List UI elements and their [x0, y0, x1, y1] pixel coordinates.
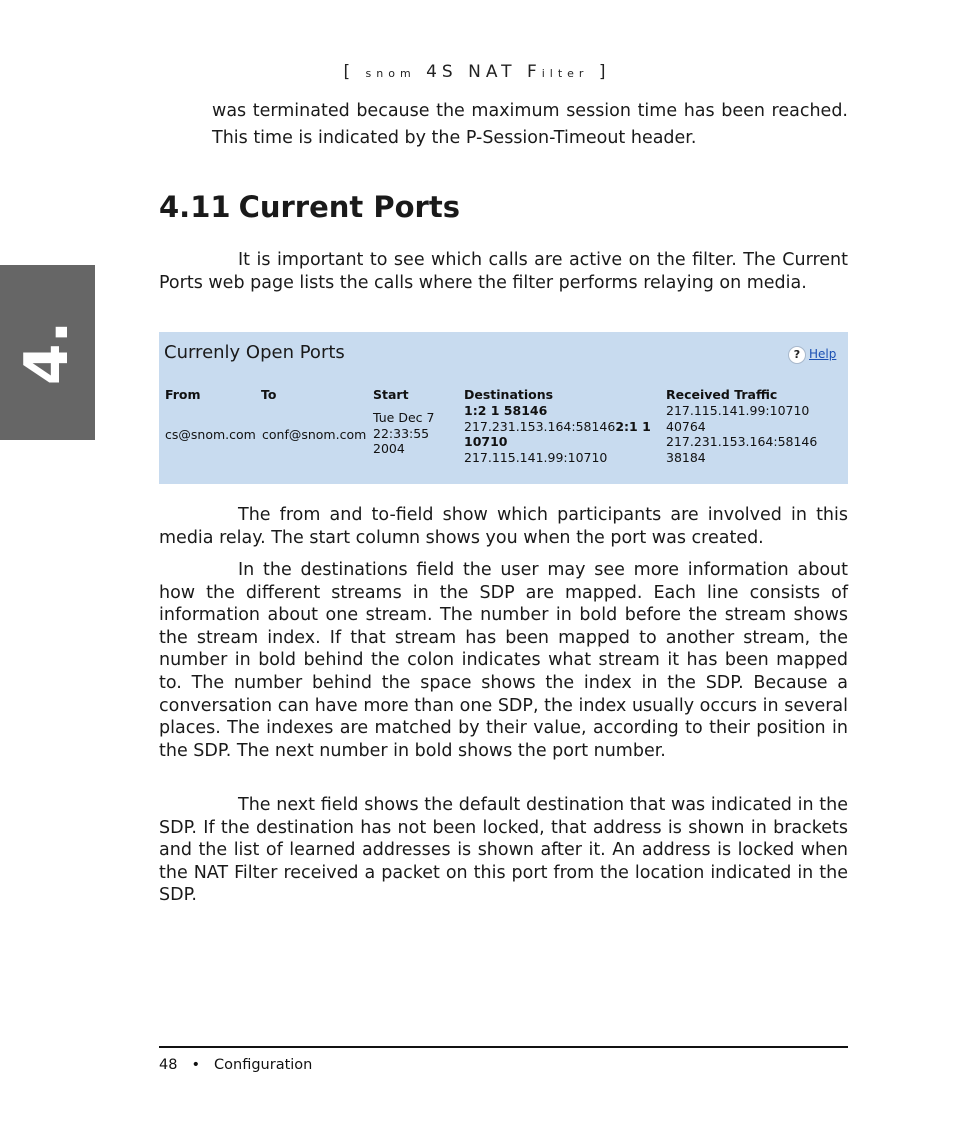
- cell-start-time: 22:33:55: [373, 425, 430, 441]
- destination-port: 10710: [464, 434, 508, 449]
- section-heading: [159, 188, 460, 226]
- paragraph-default-destination: The next field shows the default destination that was indicated in the SDP. If the destination has not been locked, that address is shown in brackets and the list of learned addresses is shown after it. An address is locked when the NAT Filter received a packet on this port from the location indicated in the SDP.: [159, 795, 848, 906]
- received-bytes-1: 40764: [666, 418, 706, 434]
- destination-address-1: 217.231.153.164:58146: [464, 418, 616, 434]
- intro-continuation: was terminated because the maximum session time has been reached. This time is indicated by the P-Session-Timeout header.: [212, 101, 848, 148]
- running-header-brand: snom: [365, 67, 416, 80]
- destination-stream-2: 2:1 1: [615, 418, 651, 434]
- footer-divider: [159, 1046, 848, 1048]
- cell-start-year: 2004: [373, 441, 405, 456]
- running-header-filter-initial: F: [526, 62, 542, 82]
- paragraph-from-to: The from and to-field show which participants are involved in this media relay. The start column shows you when the port was created.: [159, 505, 848, 548]
- cell-to: conf@snom.com: [262, 427, 367, 442]
- chapter-tab-label: 4.: [12, 320, 82, 386]
- current-ports-screenshot: [159, 332, 848, 484]
- footer-bullet: •: [191, 1057, 201, 1073]
- cell-destinations: [464, 403, 651, 465]
- destination-address-2: 217.115.141.99:10710: [464, 449, 608, 465]
- page-number: 48: [159, 1057, 178, 1073]
- cell-start-day: Tue Dec 7: [373, 410, 435, 425]
- column-header-from: From: [165, 387, 201, 402]
- paragraph-intro: It is important to see which calls are active on the filter. The Current Ports web page lists the calls where the filter performs relaying on media.: [159, 250, 848, 293]
- received-address-1: 217.115.141.99:10710: [666, 403, 810, 418]
- column-header-start: Start: [373, 387, 409, 402]
- column-header-received: Received Traffic: [666, 387, 778, 402]
- footer-section: Configuration: [214, 1057, 313, 1073]
- panel-title: Currenly Open Ports: [164, 342, 345, 363]
- chapter-tab: [0, 265, 95, 440]
- received-bytes-2: 38184: [666, 449, 706, 465]
- running-header: [0, 62, 954, 82]
- running-header-open: [: [343, 62, 356, 82]
- running-header-filter-rest: ilter: [541, 67, 589, 80]
- cell-start: [373, 410, 434, 457]
- help-link[interactable]: Help: [809, 347, 837, 361]
- section-number: 4.11: [159, 190, 231, 224]
- cell-received-traffic: [666, 403, 817, 465]
- running-header-product: 4S NAT: [426, 62, 517, 82]
- cell-from: cs@snom.com: [165, 427, 256, 442]
- column-header-destinations: Destinations: [464, 387, 554, 402]
- page-footer: [159, 1057, 312, 1073]
- section-title: Current Ports: [238, 190, 460, 224]
- received-address-2: 217.231.153.164:58146: [666, 434, 818, 449]
- destination-stream-1: 1:2 1 58146: [464, 403, 548, 418]
- paragraph-destinations: In the destinations field the user may see more information about how the different streams in the SDP are mapped. Each line consists of information about one stream. The number in bold before the stream shows the stream index. If that stream has been mapped to another stream, the number in bold behind the colon indicates what stream it has been mapped to. The number behind the space shows the index in the SDP. Because a conversation can have more than one SDP, the index usually occurs in several places. The indexes are matched by their value, according to their position in the SDP. The next number in bold shows the port number.: [159, 560, 848, 761]
- help-icon[interactable]: ?: [788, 346, 806, 364]
- running-header-close: ]: [598, 62, 611, 82]
- column-header-to: To: [261, 387, 277, 402]
